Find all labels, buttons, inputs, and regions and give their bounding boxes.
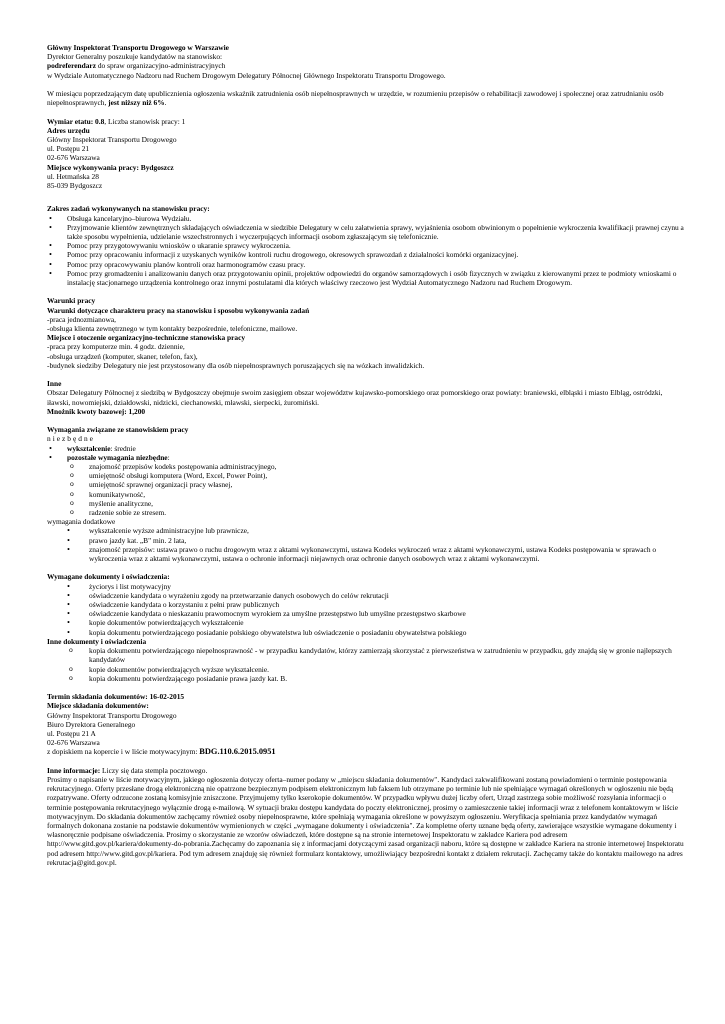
conditions-line: -praca przy komputerze min. 4 godz. dziennie, bbox=[47, 342, 185, 352]
etat-label: Wymiar etatu: 0.8 bbox=[47, 116, 105, 126]
disability-note bbox=[47, 89, 687, 107]
address-line: ul. Postępu 21 bbox=[47, 144, 90, 154]
task-item: • Obsługa kancelaryjno–biurowa Wydziału. bbox=[47, 214, 687, 223]
submission-line: Biuro Dyrektora Generalnego bbox=[47, 719, 136, 729]
reference-line bbox=[47, 747, 687, 756]
org-name: Główny Inspektorat Transportu Drogowego w Warszawie bbox=[47, 43, 229, 52]
requirement-item: o myślenie analityczne, bbox=[47, 499, 687, 508]
other-document-item: o kopia dokumentu potwierdzającego niepełnosprawność - w przypadku kandydatów, którzy zamierzają skorzystać z pierwszeństwa w zatrudnieniu w przypadku, gdy znajdą się w gronie najlepszych kandydatów bbox=[47, 646, 687, 664]
disability-note-text: W miesiącu poprzedzającym datę upublicznienia ogłoszenia wskaźnik zatrudnienia osób niepełnosprawnych w urzędzie, w rozumieniu przepisów o rehabilitacji zawodowej i społecznej oraz zatrudnianiu osób niepełnosprawnych, bbox=[47, 89, 664, 108]
document-item: • życiorys i list motywacyjny bbox=[47, 582, 687, 591]
etat-rest: , Liczba stanowisk pracy: 1 bbox=[104, 116, 186, 126]
workplace-line: ul. Hetmańska 28 bbox=[47, 171, 99, 181]
submission-line: Główny Inspektorat Transportu Drogowego bbox=[47, 710, 177, 720]
document-item: • kopie dokumentów potwierdzających wykształcenie bbox=[47, 618, 687, 627]
education-value: : średnie bbox=[110, 443, 136, 453]
necessary-requirements-list bbox=[47, 462, 687, 517]
colon: : bbox=[167, 452, 170, 462]
task-item: • Pomoc przy opracowaniu informacji z uzyskanych wyników kontroli ruchu drogowego, okresowych sprawozdań z działalności komórki organizacyjnej. bbox=[47, 250, 687, 259]
info-label: Inne informacje: bbox=[47, 765, 101, 775]
info-label-rest: Liczy się data stempla pocztowego. bbox=[100, 765, 208, 775]
requirement-item: o znajomość przepisów kodeks postępowania administracyjnego, bbox=[47, 462, 687, 471]
education-item bbox=[47, 444, 687, 453]
unit-line: w Wydziale Automatycznego Nadzoru nad Ruchem Drogowym Delegatury Północnej Głównego Inspektoratu Transportu Drogowego. bbox=[47, 70, 446, 80]
info-text: Prosimy o napisanie w liście motywacyjnym, jakiego ogłoszenia dotyczy oferta–numer podany w „miejscu składania dokumentów". Kandydaci zakwalifikowani zostaną powiadomieni o terminie postępowania rekrutacyjnego. Oferty przesłane drogą elektroniczną nie opatrzone bezpiecznym podpisem elektronicznym lub faksem lub otrzymane po terminie lub nie spełniające wymagań określonych w ogłoszeniu nie będą rozpatrywane. Oferty odrzucone zostaną komisyjnie zniszczone. Przyjmujemy tylko kserokopie dokumentów. W przypadku wpływu dużej liczby ofert, Urząd zastrzega sobie możliwość rozsyłania informacji o terminie postępowania rekrutacyjnego wyłącznie drogą e-mailową. W sytuacji braku dostępu kandydata do poczty elektronicznej, prosimy o zamieszczenie takiej informacji wraz z telefonem kontaktowym w liście motywacyjnym. Do składania dokumentów zachęcamy również osoby niepełnosprawne, które spełniają wymagania określone w powyższym ogłoszeniu. Weryfikacja spełniania przez kandydatów wymagań formalnych dokonana zostanie na podstawie dokumentów wymienionych w części „wymagane dokumenty i oświadczenia". Za kompletne oferty uznane będą oferty, zawierające wszystkie wymagane dokumenty i własnoręcznie podpisane oświadczenia. Prosimy o skorzystanie ze wzorów oświadczeń, które dostępne są na stronie internetowej Inspektoratu w zakładce Kariera pod adresem http://www.gitd.gov.pl/kariera/dokumenty-do-pobrania.Zachęcamy do zapoznania się z informacjami dotyczącymi zasad organizacji naboru, które są dostępne w zakładce Kariera na stronie internetowej Inspektoratu pod adresem http://www.gitd.gov.pl/kariera. Pod tym adresem znajduję się również formularz kontaktowy, umożliwiający bezpośredni kontakt z działem rekrutacji. Zachęcamy także do kontaktu mailowego na adres rekrutacja@gitd.gov.pl. bbox=[47, 774, 684, 867]
other-document-item: o kopia dokumentu potwierdzającego posiadanie prawa jazdy kat. B. bbox=[47, 674, 687, 683]
document-item: • oświadczenie kandydata o wyrażeniu zgody na przetwarzanie danych osobowych do celów rekrutacji bbox=[47, 591, 687, 600]
additional-requirements-list bbox=[47, 526, 687, 563]
conditions-line: -obsługa klienta zewnętrznego w tym kontakty bezpośrednie, telefoniczne, mailowe. bbox=[47, 324, 298, 334]
additional-item: • prawo jazdy kat. „B" min. 2 lata, bbox=[47, 536, 687, 545]
etat-line bbox=[47, 117, 687, 126]
disability-note-end: . bbox=[164, 98, 167, 108]
position-title: podreferendarz bbox=[47, 61, 96, 71]
other-text: Obszar Delegatury Północnej z siedzibą w Bydgoszczy obejmuje swoim zasięgiem obszar województw kujawsko-pomorskiego oraz pomorskiego oraz powiaty: braniewski, elbląski i miasto Elbląg, ostródzki, iławski, nowomiejski, działdowski, nidzicki, ciechanowski, mławski, sierpecki, żuromiński. bbox=[47, 388, 663, 407]
task-item: • Przyjmowanie klientów zewnętrznych składających oświadczenia w siedzibie Delegatury w celu załatwienia sprawy, wyjaśnienia osobom obwinionym o popełnienie wykroczenia kwalifikacji prawnej czynu a także sposobu wypełnienia, udzielanie wszechstronnych i wyczerpujących informacji osobom zgłaszającym się telefonicznie. bbox=[47, 223, 687, 241]
necessary-label: niezbędne bbox=[47, 434, 95, 444]
other-heading: Inne bbox=[47, 379, 62, 389]
position-line bbox=[47, 61, 687, 70]
reference-code: BDG.110.6.2015.0951 bbox=[199, 747, 276, 757]
address-line: 02-676 Warszawa bbox=[47, 153, 100, 163]
job-posting-document bbox=[47, 43, 687, 867]
requirements-list bbox=[47, 444, 687, 462]
tasks-list bbox=[47, 214, 687, 288]
additional-item: • wykształcenie wyższe administracyjne lub prawnicze, bbox=[47, 526, 687, 535]
tasks-heading: Zakres zadań wykonywanych na stanowisku pracy: bbox=[47, 204, 210, 214]
info-label-line bbox=[47, 766, 687, 775]
additional-label: wymagania dodatkowe bbox=[47, 517, 116, 527]
document-item: • kopia dokumentu potwierdzającego posiadanie polskiego obywatelstwa lub oświadczenie o posiadaniu obywatelstwa polskiego bbox=[47, 628, 687, 637]
conditions-sub2: Miejsce i otoczenie organizacyjno-techniczne stanowiska pracy bbox=[47, 333, 246, 343]
workplace-line: 85-039 Bydgoszcz bbox=[47, 181, 103, 191]
requirement-item: o umiejętność obsługi komputera (Word, Excel, Power Point), bbox=[47, 471, 687, 480]
conditions-heading: Warunki pracy bbox=[47, 296, 96, 306]
other-document-item: o kopie dokumentów potwierdzających wyższe wykształcenie. bbox=[47, 665, 687, 674]
deadline: Termin składania dokumentów: 16-02-2015 bbox=[47, 692, 185, 702]
requirement-item: o umiejętność sprawnej organizacji pracy własnej, bbox=[47, 480, 687, 489]
documents-list bbox=[47, 582, 687, 637]
submission-line: 02-676 Warszawa bbox=[47, 738, 100, 748]
submission-line: ul. Postępu 21 A bbox=[47, 728, 96, 738]
other-documents-list bbox=[47, 646, 687, 683]
education-label: wykształcenie bbox=[67, 443, 111, 453]
address-line: Główny Inspektorat Transportu Drogowego bbox=[47, 135, 177, 144]
requirements-heading: Wymagania związane ze stanowiskiem pracy bbox=[47, 425, 189, 435]
workplace-label: Miejsce wykonywania pracy: Bydgoszcz bbox=[47, 162, 174, 172]
task-item: • Pomoc przy opracowywaniu planów kontroli oraz harmonogramów czasu pracy. bbox=[47, 260, 687, 269]
conditions-line: -budynek siedziby Delegatury nie jest przystosowany dla osób niepełnosprawnych poruszających się na wózkach inwalidzkich. bbox=[47, 360, 425, 370]
reference-prefix: z dopiskiem na kopercie i w liście motywacyjnym: bbox=[47, 747, 200, 757]
task-item: • Pomoc przy gromadzeniu i analizowaniu danych oraz przygotowaniu opinii, projektów odpowiedzi do organów samorządowych i osób fizycznych w związku z kierowanymi przez te podmioty wnioskami o instalację stacjonarnego urządzenia kontrolnego oraz innymi postulatami dla których właściwy rzeczowo jest Wydział Automatycznego Nadzoru nad Ruchem Drogowym. bbox=[47, 269, 687, 287]
submission-place-label: Miejsce składania dokumentów: bbox=[47, 701, 149, 711]
task-item: • Pomoc przy przygotowywaniu wniosków o ukaranie sprawcy wykroczenia. bbox=[47, 241, 687, 250]
disability-note-emphasis: jest niższy niż 6% bbox=[108, 98, 165, 108]
other-documents-heading: Inne dokumenty i oświadczenia bbox=[47, 636, 147, 646]
address-label: Adres urzędu bbox=[47, 125, 90, 135]
documents-heading: Wymagane dokumenty i oświadczenia: bbox=[47, 572, 170, 582]
intro-line: Dyrektor Generalny poszukuje kandydatów na stanowisko: bbox=[47, 52, 223, 62]
document-item: • oświadczenie kandydata o nieskazaniu prawomocnym wyrokiem za umyślne przestępstwo lub umyślne przestępstwo skarbowe bbox=[47, 609, 687, 618]
other-requirements-label: pozostałe wymagania niezbędne bbox=[67, 452, 168, 462]
conditions-sub1: Warunki dotyczące charakteru pracy na stanowisku i sposobu wykonywania zadań bbox=[47, 305, 310, 315]
conditions-line: -praca jednozmianowa, bbox=[47, 314, 116, 324]
conditions-line: -obsługa urządzeń (komputer, skaner, telefon, fax), bbox=[47, 351, 198, 361]
position-rest: do spraw organizacyjno-administracyjnych bbox=[96, 61, 226, 71]
document-item: • oświadczenie kandydata o korzystaniu z pełni praw publicznych bbox=[47, 600, 687, 609]
additional-item: • znajomość przepisów: ustawa prawo o ruchu drogowym wraz z aktami wykonawczymi, ustawa Kodeks wykroczeń wraz z aktami wykonawczymi, ustawa Kodeks postępowania w sprawach o wykroczenia wraz z aktami wykonawczymi, ustawa o ochronie informacji niejawnych oraz ochronie danych osobowych wraz z aktami wykonawczymi. bbox=[47, 545, 687, 563]
requirement-item: o radzenie sobie ze stresem. bbox=[47, 508, 687, 517]
other-requirements-item bbox=[47, 453, 687, 462]
requirement-item: o komunikatywność, bbox=[47, 490, 687, 499]
multiplier: Mnożnik kwoty bazowej: 1,200 bbox=[47, 406, 146, 416]
